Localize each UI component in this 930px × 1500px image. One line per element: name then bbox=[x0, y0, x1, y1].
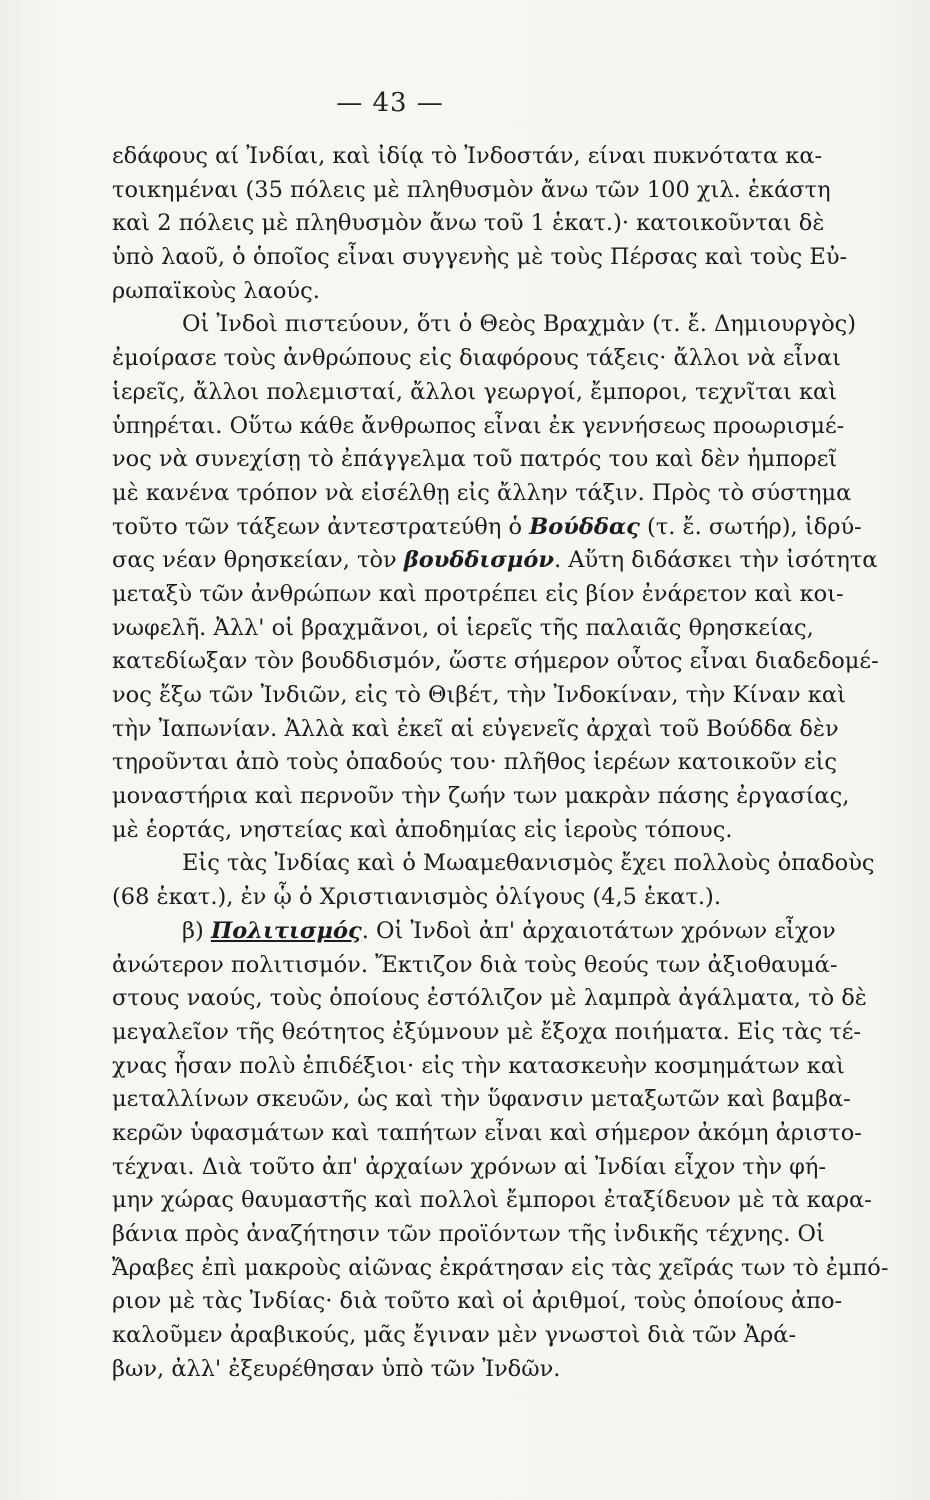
text-segment: ὑπηρέται. Οὕτω κάθε ἄνθρωπος εἶναι ἐκ γεννήσεως προωρισμέ- bbox=[112, 412, 845, 439]
text-line bbox=[112, 814, 792, 848]
text-line bbox=[112, 578, 844, 612]
text-segment: μοναστήρια καὶ περνοῦν τὴν ζωήν των μακρὰν πάσης ἐργασίας, bbox=[112, 783, 850, 810]
text-segment: χνας ἦσαν πολὺ ἐπιδέξιοι· εἰς τὴν κατασκευὴν κοσμημάτων καὶ bbox=[112, 1052, 845, 1079]
text-segment: καὶ 2 πόλεις μὲ πληθυσμὸν ἄνω τοῦ 1 ἑκατ.)· κατοικοῦνται δὲ bbox=[112, 210, 825, 237]
text-segment: βων, ἀλλ' ἐξευρέθησαν ὑπὸ τῶν Ἰνδῶν. bbox=[112, 1355, 561, 1382]
text-line bbox=[112, 174, 831, 208]
text-segment: καλοῦμεν ἀραβικούς, μᾶς ἔγιναν μὲν γνωστοὶ διὰ τῶν Ἀρά- bbox=[112, 1322, 797, 1349]
text-line bbox=[112, 1151, 826, 1185]
text-segment: μὲ κανένα τρόπον νὰ εἰσέλθῃ εἰς ἄλλην τάξιν. Πρὸς τὸ σύστημα bbox=[112, 479, 852, 506]
text-segment: κατεδίωξαν τὸν βουδδισμόν, ὥστε σήμερον οὗτος εἶναι διαδεδομέ- bbox=[112, 648, 879, 675]
text-line bbox=[112, 342, 841, 376]
text-segment: . Οἱ Ἰνδοὶ ἀπ' ἀρχαιοτάτων χρόνων εἶχον bbox=[361, 917, 836, 944]
emphasized-term: βουδδισμόν bbox=[403, 547, 554, 574]
text-line bbox=[112, 511, 862, 545]
text-line bbox=[112, 1050, 845, 1084]
text-segment: μεταξὺ τῶν ἀνθρώπων καὶ προτρέπει εἰς βίον ἐνάρετον καὶ κοι- bbox=[112, 580, 844, 607]
text-segment: ἱερεῖς, ἄλλοι πολεμισταί, ἄλλοι γεωργοί, ἔμποροι, τεχνῖται καὶ bbox=[112, 378, 838, 405]
text-segment: κερῶν ὑφασμάτων καὶ ταπήτων εἶναι καὶ σήμερον ἀκόμη ἀριστο- bbox=[112, 1119, 862, 1146]
text-segment: Ἄραβες ἐπὶ μακροὺς αἰῶνας ἐκράτησαν εἰς τὰς χεῖράς των τὸ ἐμπό- bbox=[112, 1254, 889, 1281]
text-segment: τέχναι. Διὰ τοῦτο ἀπ' ἀρχαίων χρόνων αἱ Ἰνδίαι εἶχον τὴν φή- bbox=[112, 1153, 826, 1180]
text-segment: μην χώρας θαυμαστῆς καὶ πολλοὶ ἔμποροι ἐταξίδευον μὲ τὰ καρα- bbox=[112, 1187, 872, 1214]
text-segment: νωφελῆ. Ἀλλ' οἱ βραχμᾶνοι, οἱ ἱερεῖς τῆς παλαιᾶς θρησκείας, bbox=[112, 614, 814, 641]
text-segment: Οἱ Ἰνδοὶ πιστεύουν, ὅτι ὁ Θεὸς Βραχμὰν (τ. ἔ. Δημιουργὸς) bbox=[182, 311, 857, 338]
text-segment: Εἰς τὰς Ἰνδίας καὶ ὁ Μωαμεθανισμὸς ἔχει πολλοὺς ὀπαδοὺς bbox=[182, 850, 875, 877]
text-line bbox=[112, 376, 838, 410]
text-line bbox=[112, 544, 878, 578]
text-line bbox=[112, 679, 846, 713]
text-line bbox=[112, 1117, 862, 1151]
text-line bbox=[112, 1016, 861, 1050]
text-segment: ριον μὲ τὰς Ἰνδίας· διὰ τοῦτο καὶ οἱ ἀριθμοί, τοὺς ὁποίους ἀπο- bbox=[112, 1288, 843, 1315]
emphasized-term: Πολιτισμός bbox=[210, 917, 362, 944]
emphasized-term: Βούδδας bbox=[529, 513, 640, 540]
text-segment: μεγαλεῖον τῆς θεότητος ἐξύμνουν μὲ ἔξοχα ποιήματα. Εἰς τὰς τέ- bbox=[112, 1018, 861, 1045]
text-line bbox=[112, 207, 825, 241]
text-line bbox=[112, 612, 814, 646]
text-segment: τοικημέναι (35 πόλεις μὲ πληθυσμὸν ἄνω τῶν 100 χιλ. ἑκάστη bbox=[112, 176, 831, 203]
text-segment: νος νὰ συνεχίσῃ τὸ ἐπάγγελμα τοῦ πατρός του καὶ δὲν ἠμπορεῖ bbox=[112, 446, 838, 473]
text-segment: . Αὕτη διδάσκει τὴν ἰσότητα bbox=[553, 547, 878, 574]
body-text bbox=[112, 140, 889, 1386]
text-line bbox=[112, 1285, 843, 1319]
text-line bbox=[112, 308, 857, 342]
text-line bbox=[112, 477, 852, 511]
text-segment: ἀνώτερον πολιτισμόν. Ἔκτιζον διὰ τοὺς θεούς των ἀξιοθαυμά- bbox=[112, 951, 838, 978]
text-line bbox=[112, 1353, 792, 1387]
text-line bbox=[112, 645, 879, 679]
text-segment: (τ. ἔ. σωτήρ), ἱδρύ- bbox=[639, 513, 862, 540]
text-segment: νος ἔξω τῶν Ἰνδιῶν, εἰς τὸ Θιβέτ, τὴν Ἰνδοκίναν, τὴν Κίναν καὶ bbox=[112, 682, 846, 708]
text-segment: β) bbox=[182, 917, 211, 944]
page-number: — 43 — bbox=[336, 88, 444, 118]
text-segment: ἐμοίρασε τοὺς ἀνθρώπους εἰς διαφόρους τάξεις· ἄλλοι νὰ εἶναι bbox=[112, 345, 841, 372]
text-segment: ρωπαϊκοὺς λαούς. bbox=[112, 277, 320, 304]
text-segment: στους ναούς, τοὺς ὁποίους ἐστόλιζον μὲ λαμπρὰ ἀγάλματα, τὸ δὲ bbox=[112, 985, 867, 1012]
text-line bbox=[112, 713, 839, 747]
text-line bbox=[112, 746, 837, 780]
text-line bbox=[112, 949, 838, 983]
text-line bbox=[112, 847, 875, 881]
text-line bbox=[112, 410, 845, 444]
text-line bbox=[112, 1252, 889, 1286]
text-line bbox=[112, 915, 836, 949]
text-segment: μὲ ἑορτάς, νηστείας καὶ ἀποδημίας εἰς ἱεροὺς τόπους. bbox=[112, 816, 733, 843]
text-line bbox=[112, 443, 838, 477]
text-line bbox=[112, 1184, 872, 1218]
text-line bbox=[112, 275, 792, 309]
text-segment: τοῦτο τῶν τάξεων ἀντεστρατεύθη ὁ bbox=[112, 513, 530, 540]
text-line bbox=[112, 982, 867, 1016]
text-segment: μεταλλίνων σκευῶν, ὡς καὶ τὴν ὕφανσιν μεταξωτῶν καὶ βαμβα- bbox=[112, 1086, 851, 1113]
text-segment: εδάφους αί Ἰνδίαι, καὶ ἰδίᾳ τὸ Ἰνδοστάν, είναι πυκνότατα κα- bbox=[112, 143, 823, 169]
text-segment: τηροῦνται ἀπὸ τοὺς ὀπαδούς του· πλῆθος ἱερέων κατοικοῦν εἰς bbox=[112, 749, 837, 776]
text-segment: (68 ἑκατ.), ἐν ᾧ ὁ Χριστιανισμὸς ὀλίγους (4,5 ἑκατ.). bbox=[112, 884, 721, 911]
text-line bbox=[112, 1319, 797, 1353]
text-line bbox=[112, 1218, 825, 1252]
text-segment: τὴν Ἰαπωνίαν. Ἀλλὰ καὶ ἐκεῖ αἱ εὐγενεῖς ἀρχαὶ τοῦ Βούδδα δὲν bbox=[112, 715, 839, 742]
text-segment: σας νέαν θρησκείαν, τὸν bbox=[112, 547, 404, 574]
text-line bbox=[112, 881, 792, 915]
text-segment: ὑπὸ λαοῦ, ὁ ὁποῖος εἶναι συγγενὴς μὲ τοὺς Πέρσας καὶ τοὺς Εὐ- bbox=[112, 244, 848, 271]
text-line bbox=[112, 140, 823, 174]
text-line bbox=[112, 241, 848, 275]
text-line bbox=[112, 780, 850, 814]
text-segment: βάνια πρὸς ἀναζήτησιν τῶν προϊόντων τῆς ἰνδικῆς τέχνης. Οἱ bbox=[112, 1221, 825, 1247]
text-line bbox=[112, 1083, 851, 1117]
